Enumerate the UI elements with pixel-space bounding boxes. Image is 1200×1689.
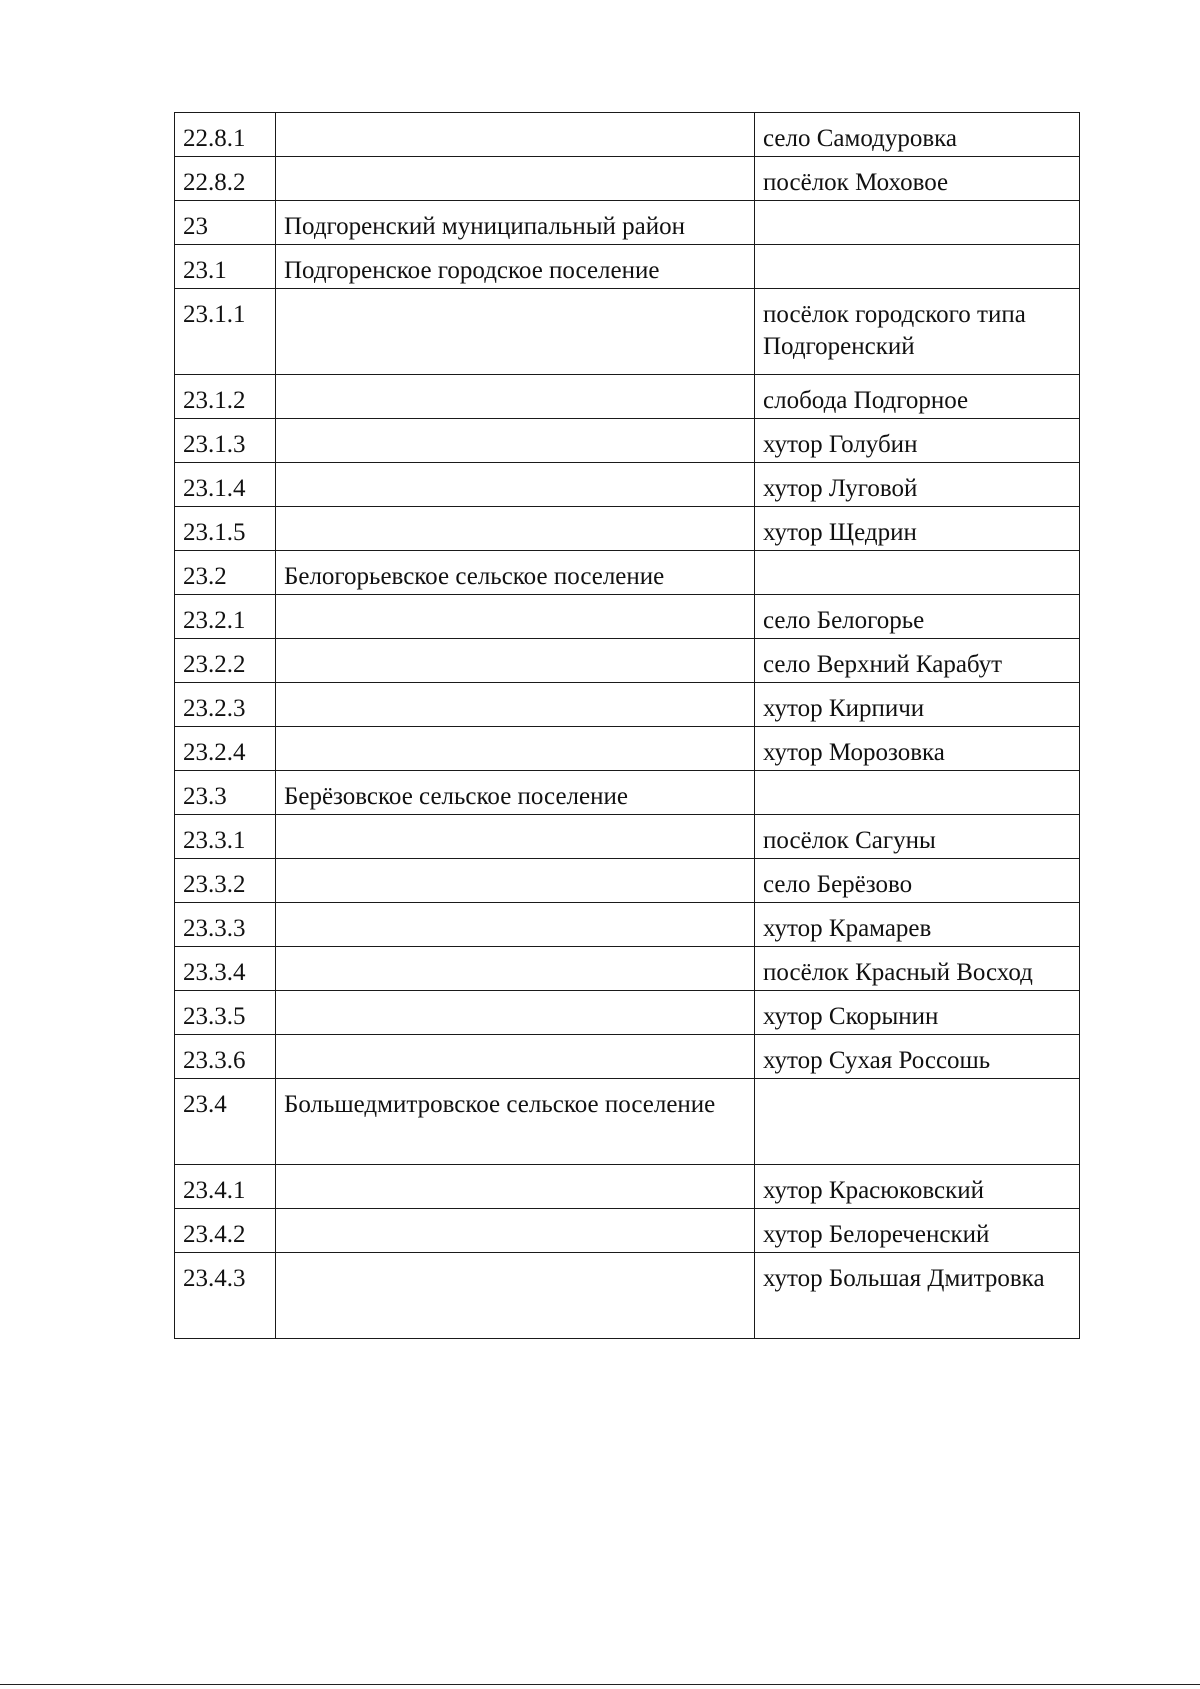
table-row (175, 595, 1080, 639)
row-number-cell: 23.2.4 (175, 727, 276, 771)
municipality-name-cell (276, 1165, 755, 1209)
row-number-cell: 23.1.4 (175, 463, 276, 507)
municipality-name-cell (276, 463, 755, 507)
table-row (175, 1253, 1080, 1339)
page-bottom-rule (0, 1684, 1200, 1685)
settlement-name-cell: село Верхний Карабут (755, 639, 1080, 683)
settlement-name-cell: село Самодуровка (755, 113, 1080, 157)
table-row (175, 727, 1080, 771)
municipality-name-cell (276, 507, 755, 551)
row-number-cell: 23.3.2 (175, 859, 276, 903)
municipality-name-cell: Большедмитровское сельское поселение (276, 1079, 755, 1165)
row-number-cell: 22.8.2 (175, 157, 276, 201)
table-row (175, 1209, 1080, 1253)
row-number-cell: 23.3.4 (175, 947, 276, 991)
row-number-cell: 23.4.1 (175, 1165, 276, 1209)
municipality-name-cell: Подгоренский муниципальный район (276, 201, 755, 245)
row-number-cell: 23.3.3 (175, 903, 276, 947)
table-row (175, 1035, 1080, 1079)
municipality-name-cell (276, 1253, 755, 1339)
municipality-name-cell (276, 991, 755, 1035)
municipality-name-cell: Подгоренское городское поселение (276, 245, 755, 289)
settlement-name-cell: посёлок Моховое (755, 157, 1080, 201)
row-number-cell: 22.8.1 (175, 113, 276, 157)
row-number-cell: 23.2.1 (175, 595, 276, 639)
table-row (175, 507, 1080, 551)
table-row (175, 815, 1080, 859)
settlement-name-cell: хутор Скорынин (755, 991, 1080, 1035)
row-number-cell: 23.2.3 (175, 683, 276, 727)
table-row (175, 201, 1080, 245)
row-number-cell: 23.3.6 (175, 1035, 276, 1079)
table-row (175, 245, 1080, 289)
settlement-name-cell: посёлок городского типа Подгоренский (755, 289, 1080, 375)
row-number-cell: 23.1.5 (175, 507, 276, 551)
settlement-name-cell: посёлок Красный Восход (755, 947, 1080, 991)
settlement-name-cell: хутор Сухая Россошь (755, 1035, 1080, 1079)
municipality-name-cell (276, 639, 755, 683)
municipality-name-cell: Берёзовское сельское поселение (276, 771, 755, 815)
row-number-cell: 23.4 (175, 1079, 276, 1165)
municipality-name-cell (276, 859, 755, 903)
row-number-cell: 23.3 (175, 771, 276, 815)
municipality-name-cell (276, 289, 755, 375)
row-number-cell: 23.1.1 (175, 289, 276, 375)
municipality-name-cell (276, 1209, 755, 1253)
row-number-cell: 23 (175, 201, 276, 245)
settlement-name-cell: хутор Кирпичи (755, 683, 1080, 727)
settlement-name-cell: хутор Крамарев (755, 903, 1080, 947)
settlements-table (174, 112, 1080, 1339)
table-row (175, 991, 1080, 1035)
settlement-name-cell: хутор Красюковский (755, 1165, 1080, 1209)
row-number-cell: 23.2.2 (175, 639, 276, 683)
settlement-name-cell: хутор Луговой (755, 463, 1080, 507)
municipality-name-cell (276, 419, 755, 463)
table-row (175, 1079, 1080, 1165)
municipality-name-cell (276, 683, 755, 727)
municipality-name-cell (276, 113, 755, 157)
settlement-name-cell: хутор Морозовка (755, 727, 1080, 771)
settlement-name-cell (755, 551, 1080, 595)
table-row (175, 859, 1080, 903)
settlement-name-cell: хутор Щедрин (755, 507, 1080, 551)
settlement-name-cell (755, 201, 1080, 245)
settlement-name-cell (755, 245, 1080, 289)
municipality-name-cell: Белогорьевское сельское поселение (276, 551, 755, 595)
table-row (175, 419, 1080, 463)
row-number-cell: 23.1.3 (175, 419, 276, 463)
municipality-name-cell (276, 157, 755, 201)
table-row (175, 113, 1080, 157)
row-number-cell: 23.3.5 (175, 991, 276, 1035)
settlement-name-cell (755, 1079, 1080, 1165)
settlement-name-cell: село Берёзово (755, 859, 1080, 903)
settlement-name-cell (755, 771, 1080, 815)
row-number-cell: 23.1 (175, 245, 276, 289)
municipality-name-cell (276, 1035, 755, 1079)
row-number-cell: 23.3.1 (175, 815, 276, 859)
table-row (175, 157, 1080, 201)
table-row (175, 771, 1080, 815)
table-row (175, 947, 1080, 991)
table-row (175, 903, 1080, 947)
table-row (175, 289, 1080, 375)
settlement-name-cell: слобода Подгорное (755, 375, 1080, 419)
settlement-name-cell: хутор Большая Дмитровка (755, 1253, 1080, 1339)
row-number-cell: 23.4.3 (175, 1253, 276, 1339)
table-row (175, 375, 1080, 419)
table-row (175, 1165, 1080, 1209)
settlement-name-cell: село Белогорье (755, 595, 1080, 639)
settlement-name-cell: хутор Голубин (755, 419, 1080, 463)
municipality-name-cell (276, 903, 755, 947)
table-row (175, 683, 1080, 727)
table-row (175, 463, 1080, 507)
row-number-cell: 23.2 (175, 551, 276, 595)
table-body (175, 113, 1080, 1339)
settlement-name-cell: посёлок Сагуны (755, 815, 1080, 859)
row-number-cell: 23.4.2 (175, 1209, 276, 1253)
table-row (175, 639, 1080, 683)
settlement-name-cell: хутор Белореченский (755, 1209, 1080, 1253)
table-row (175, 551, 1080, 595)
municipality-name-cell (276, 947, 755, 991)
row-number-cell: 23.1.2 (175, 375, 276, 419)
municipality-name-cell (276, 375, 755, 419)
municipality-name-cell (276, 595, 755, 639)
municipality-name-cell (276, 727, 755, 771)
municipality-name-cell (276, 815, 755, 859)
